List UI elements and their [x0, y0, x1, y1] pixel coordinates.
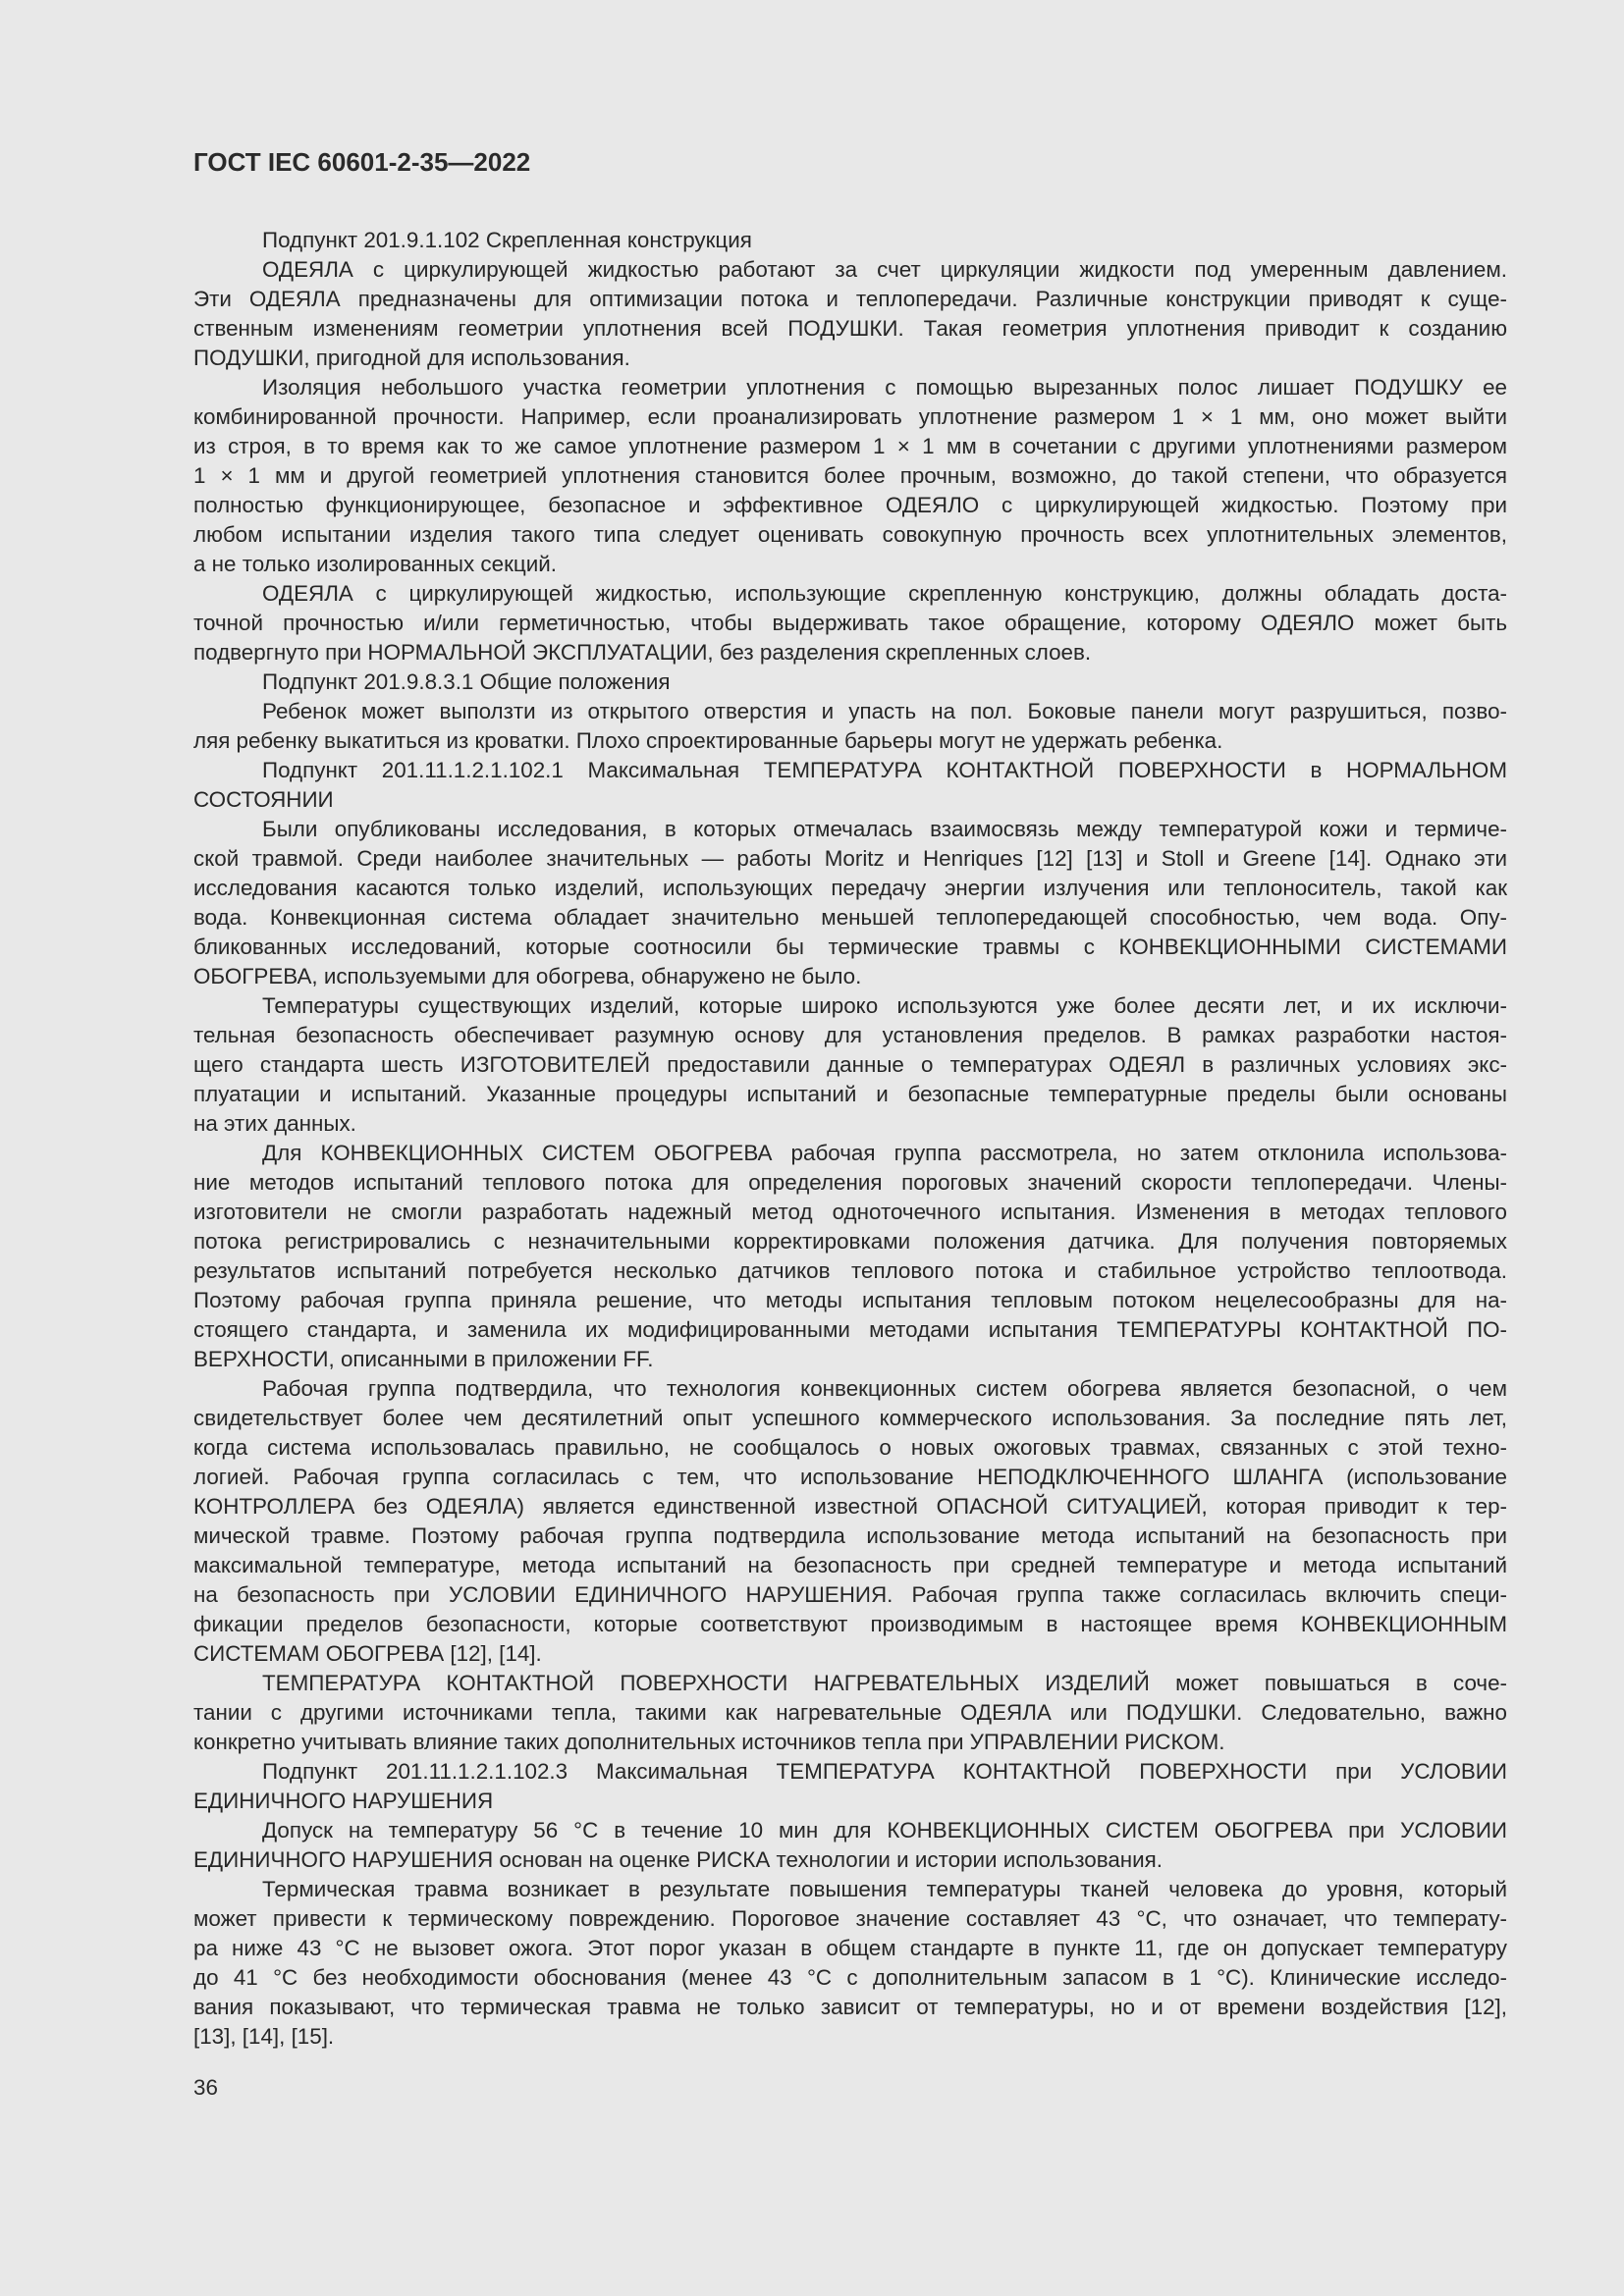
text-line: когда система использовалась правильно, не сообщалось о новых ожоговых травмах, связанных с этой техно- [193, 1435, 1507, 1460]
text-line: Ребенок может выползти из открытого отверстия и упасть на пол. Боковые панели могут разрушиться, позво- [262, 699, 1507, 723]
text-line: до 41 °С без необходимости обоснования (менее 43 °С с дополнительным запасом в 1 °С). Клинические исследо- [193, 1965, 1507, 1990]
subclause-heading: Подпункт 201.11.1.2.1.102.3 Максимальная ТЕМПЕРАТУРА КОНТАКТНОЙ ПОВЕРХНОСТИ при УСЛОВИИ [262, 1759, 1507, 1784]
text-line: изготовители не смогли разработать надежный метод одноточечного испытания. Изменения в методах теплового [193, 1200, 1507, 1224]
text-line: комбинированной прочности. Например, если проанализировать уплотнение размером 1 × 1 мм, оно может выйти [193, 404, 1507, 429]
text-line: свидетельствует более чем десятилетний опыт успешного коммерческого использования. За последние пять лет, [193, 1406, 1507, 1430]
text-line: а не только изолированных секций. [193, 552, 557, 576]
text-line: мической травме. Поэтому рабочая группа подтвердила использование метода испытаний на безопасность при [193, 1523, 1507, 1548]
text-line: щего стандарта шесть ИЗГОТОВИТЕЛЕЙ предоставили данные о температурах ОДЕЯЛ в различных условиях экс- [193, 1052, 1507, 1077]
text-line: из строя, в то время как то же самое уплотнение размером 1 × 1 мм в сочетании с другими уплотнениями размером [193, 434, 1507, 458]
text-line: плуатации и испытаний. Указанные процедуры испытаний и безопасные температурные пределы были основаны [193, 1082, 1507, 1106]
subclause-heading: ЕДИНИЧНОГО НАРУШЕНИЯ [193, 1789, 494, 1813]
page-number: 36 [193, 2075, 218, 2100]
text-line: на этих данных. [193, 1111, 356, 1136]
text-line: полностью функционирующее, безопасное и эффективное ОДЕЯЛО с циркулирующей жидкостью. Поэтому при [193, 493, 1507, 517]
text-line: на безопасность при УСЛОВИИ ЕДИНИЧНОГО НАРУШЕНИЯ. Рабочая группа также согласилась включить специ- [193, 1582, 1507, 1607]
text-line: ТЕМПЕРАТУРА КОНТАКТНОЙ ПОВЕРХНОСТИ НАГРЕВАТЕЛЬНЫХ ИЗДЕЛИЙ может повышаться в соче- [262, 1671, 1507, 1695]
text-line: максимальной температуре, метода испытаний на безопасность при средней температуре и метода испытаний [193, 1553, 1507, 1577]
text-line: ние методов испытаний теплового потока для определения пороговых значений скорости теплопередачи. Члены- [193, 1170, 1507, 1195]
text-line: ПОДУШКИ, пригодной для использования. [193, 346, 630, 370]
text-line: [13], [14], [15]. [193, 2024, 335, 2049]
text-line: Температуры существующих изделий, которые широко используются уже более десяти лет, и их исключи- [262, 993, 1507, 1018]
text-line: тании с другими источниками тепла, такими как нагревательные ОДЕЯЛА или ПОДУШКИ. Следовательно, важно [193, 1700, 1507, 1725]
text-line: точной прочностью и/или герметичностью, чтобы выдерживать такое обращение, которому ОДЕЯЛО может быть [193, 611, 1507, 635]
text-line: Для КОНВЕКЦИОННЫХ СИСТЕМ ОБОГРЕВА рабочая группа рассмотрела, но затем отклонила использова- [262, 1141, 1507, 1165]
text-line: ской травмой. Среди наиболее значительных — работы Moritz и Henriques [12] [13] и Stoll и Greene [14]. Однако эти [193, 846, 1507, 871]
text-line: бликованных исследований, которые соотносили бы термические травмы с КОНВЕКЦИОННЫМИ СИСТЕМАМИ [193, 934, 1507, 959]
text-line: Изоляция небольшого участка геометрии уплотнения с помощью вырезанных полос лишает ПОДУШКУ ее [262, 375, 1507, 400]
text-line: потока регистрировались с незначительными корректировками положения датчика. Для получения повторяемых [193, 1229, 1507, 1254]
text-line: любом испытании изделия такого типа следует оценивать совокупную прочность всех уплотнительных элементов, [193, 522, 1507, 547]
text-line: 1 × 1 мм и другой геометрией уплотнения становится более прочным, возможно, до такой степени, что образуется [193, 463, 1507, 488]
document-header: ГОСТ IEC 60601-2-35—2022 [193, 147, 531, 177]
subclause-heading: Подпункт 201.11.1.2.1.102.1 Максимальная ТЕМПЕРАТУРА КОНТАКТНОЙ ПОВЕРХНОСТИ в НОРМАЛЬНОМ [262, 758, 1507, 782]
text-line: КОНТРОЛЛЕРА без ОДЕЯЛА) является единственной известной ОПАСНОЙ СИТУАЦИЕЙ, которая приводит к тер- [193, 1494, 1507, 1519]
subclause-heading: Подпункт 201.9.1.102 Скрепленная конструкция [262, 228, 752, 252]
text-line: Были опубликованы исследования, в которых отмечалась взаимосвязь между температурой кожи и термиче- [262, 817, 1507, 841]
text-line: ляя ребенку выкатиться из кроватки. Плохо спроектированные барьеры могут не удержать ребенка. [193, 728, 1223, 753]
text-line: фикации пределов безопасности, которые соответствуют производимым в настоящее время КОНВЕКЦИОННЫМ [193, 1612, 1507, 1636]
text-line: подвергнуто при НОРМАЛЬНОЙ ЭКСПЛУАТАЦИИ, без разделения скрепленных слоев. [193, 640, 1092, 665]
document-body [193, 226, 1507, 2052]
text-line: логией. Рабочая группа согласилась с тем, что использование НЕПОДКЛЮЧЕННОГО ШЛАНГА (использование [193, 1465, 1507, 1489]
subclause-heading: Подпункт 201.9.8.3.1 Общие положения [262, 669, 671, 694]
text-line: ОДЕЯЛА с циркулирующей жидкостью, использующие скрепленную конструкцию, должны обладать доста- [262, 581, 1507, 606]
text-line: ЕДИНИЧНОГО НАРУШЕНИЯ основан на оценке РИСКА технологии и истории использования. [193, 1847, 1164, 1872]
text-line: СИСТЕМАМ ОБОГРЕВА [12], [14]. [193, 1641, 542, 1666]
text-line: может привести к термическому повреждению. Пороговое значение составляет 43 °С, что означает, что температу- [193, 1906, 1507, 1931]
text-line: ОДЕЯЛА с циркулирующей жидкостью работают за счет циркуляции жидкости под умеренным давлением. [262, 257, 1507, 282]
text-line: ОБОГРЕВА, используемыми для обогрева, обнаружено не было. [193, 964, 862, 988]
text-line: Термическая травма возникает в результате повышения температуры тканей человека до уровня, который [262, 1877, 1507, 1901]
text-line: ВЕРХНОСТИ, описанными в приложении FF. [193, 1347, 654, 1371]
text-line: Рабочая группа подтвердила, что технология конвекционных систем обогрева является безопасной, о чем [262, 1376, 1507, 1401]
text-line: ра ниже 43 °С не вызовет ожога. Этот порог указан в общем стандарте в пункте 11, где он допускает температуру [193, 1936, 1507, 1960]
text-line: результатов испытаний потребуется несколько датчиков теплового потока и стабильное устройство теплоотвода. [193, 1258, 1507, 1283]
text-line: ственным изменениям геометрии уплотнения всей ПОДУШКИ. Такая геометрия уплотнения приводит к созданию [193, 316, 1507, 341]
text-line: Допуск на температуру 56 °С в течение 10 мин для КОНВЕКЦИОННЫХ СИСТЕМ ОБОГРЕВА при УСЛОВИИ [262, 1818, 1507, 1842]
text-line: конкретно учитывать влияние таких дополнительных источников тепла при УПРАВЛЕНИИ РИСКОМ. [193, 1730, 1225, 1754]
text-line: Эти ОДЕЯЛА предназначены для оптимизации потока и теплопередачи. Различные конструкции приводят к суще- [193, 287, 1507, 311]
text-line: Поэтому рабочая группа приняла решение, что методы испытания тепловым потоком нецелесообразны для на- [193, 1288, 1507, 1312]
text-line: исследования касаются только изделий, использующих передачу энергии излучения или теплоноситель, такой как [193, 876, 1507, 900]
text-line: вода. Конвекционная система обладает значительно меньшей теплопередающей способностью, чем вода. Опу- [193, 905, 1507, 930]
text-line: тельная безопасность обеспечивает разумную основу для установления пределов. В рамках разработки настоя- [193, 1023, 1507, 1047]
subclause-heading: СОСТОЯНИИ [193, 787, 334, 812]
text-line: вания показывают, что термическая травма не только зависит от температуры, но и от времени воздействия [12], [193, 1995, 1507, 2019]
text-line: стоящего стандарта, и заменила их модифицированными методами испытания ТЕМПЕРАТУРЫ КОНТАКТНОЙ ПО- [193, 1317, 1507, 1342]
